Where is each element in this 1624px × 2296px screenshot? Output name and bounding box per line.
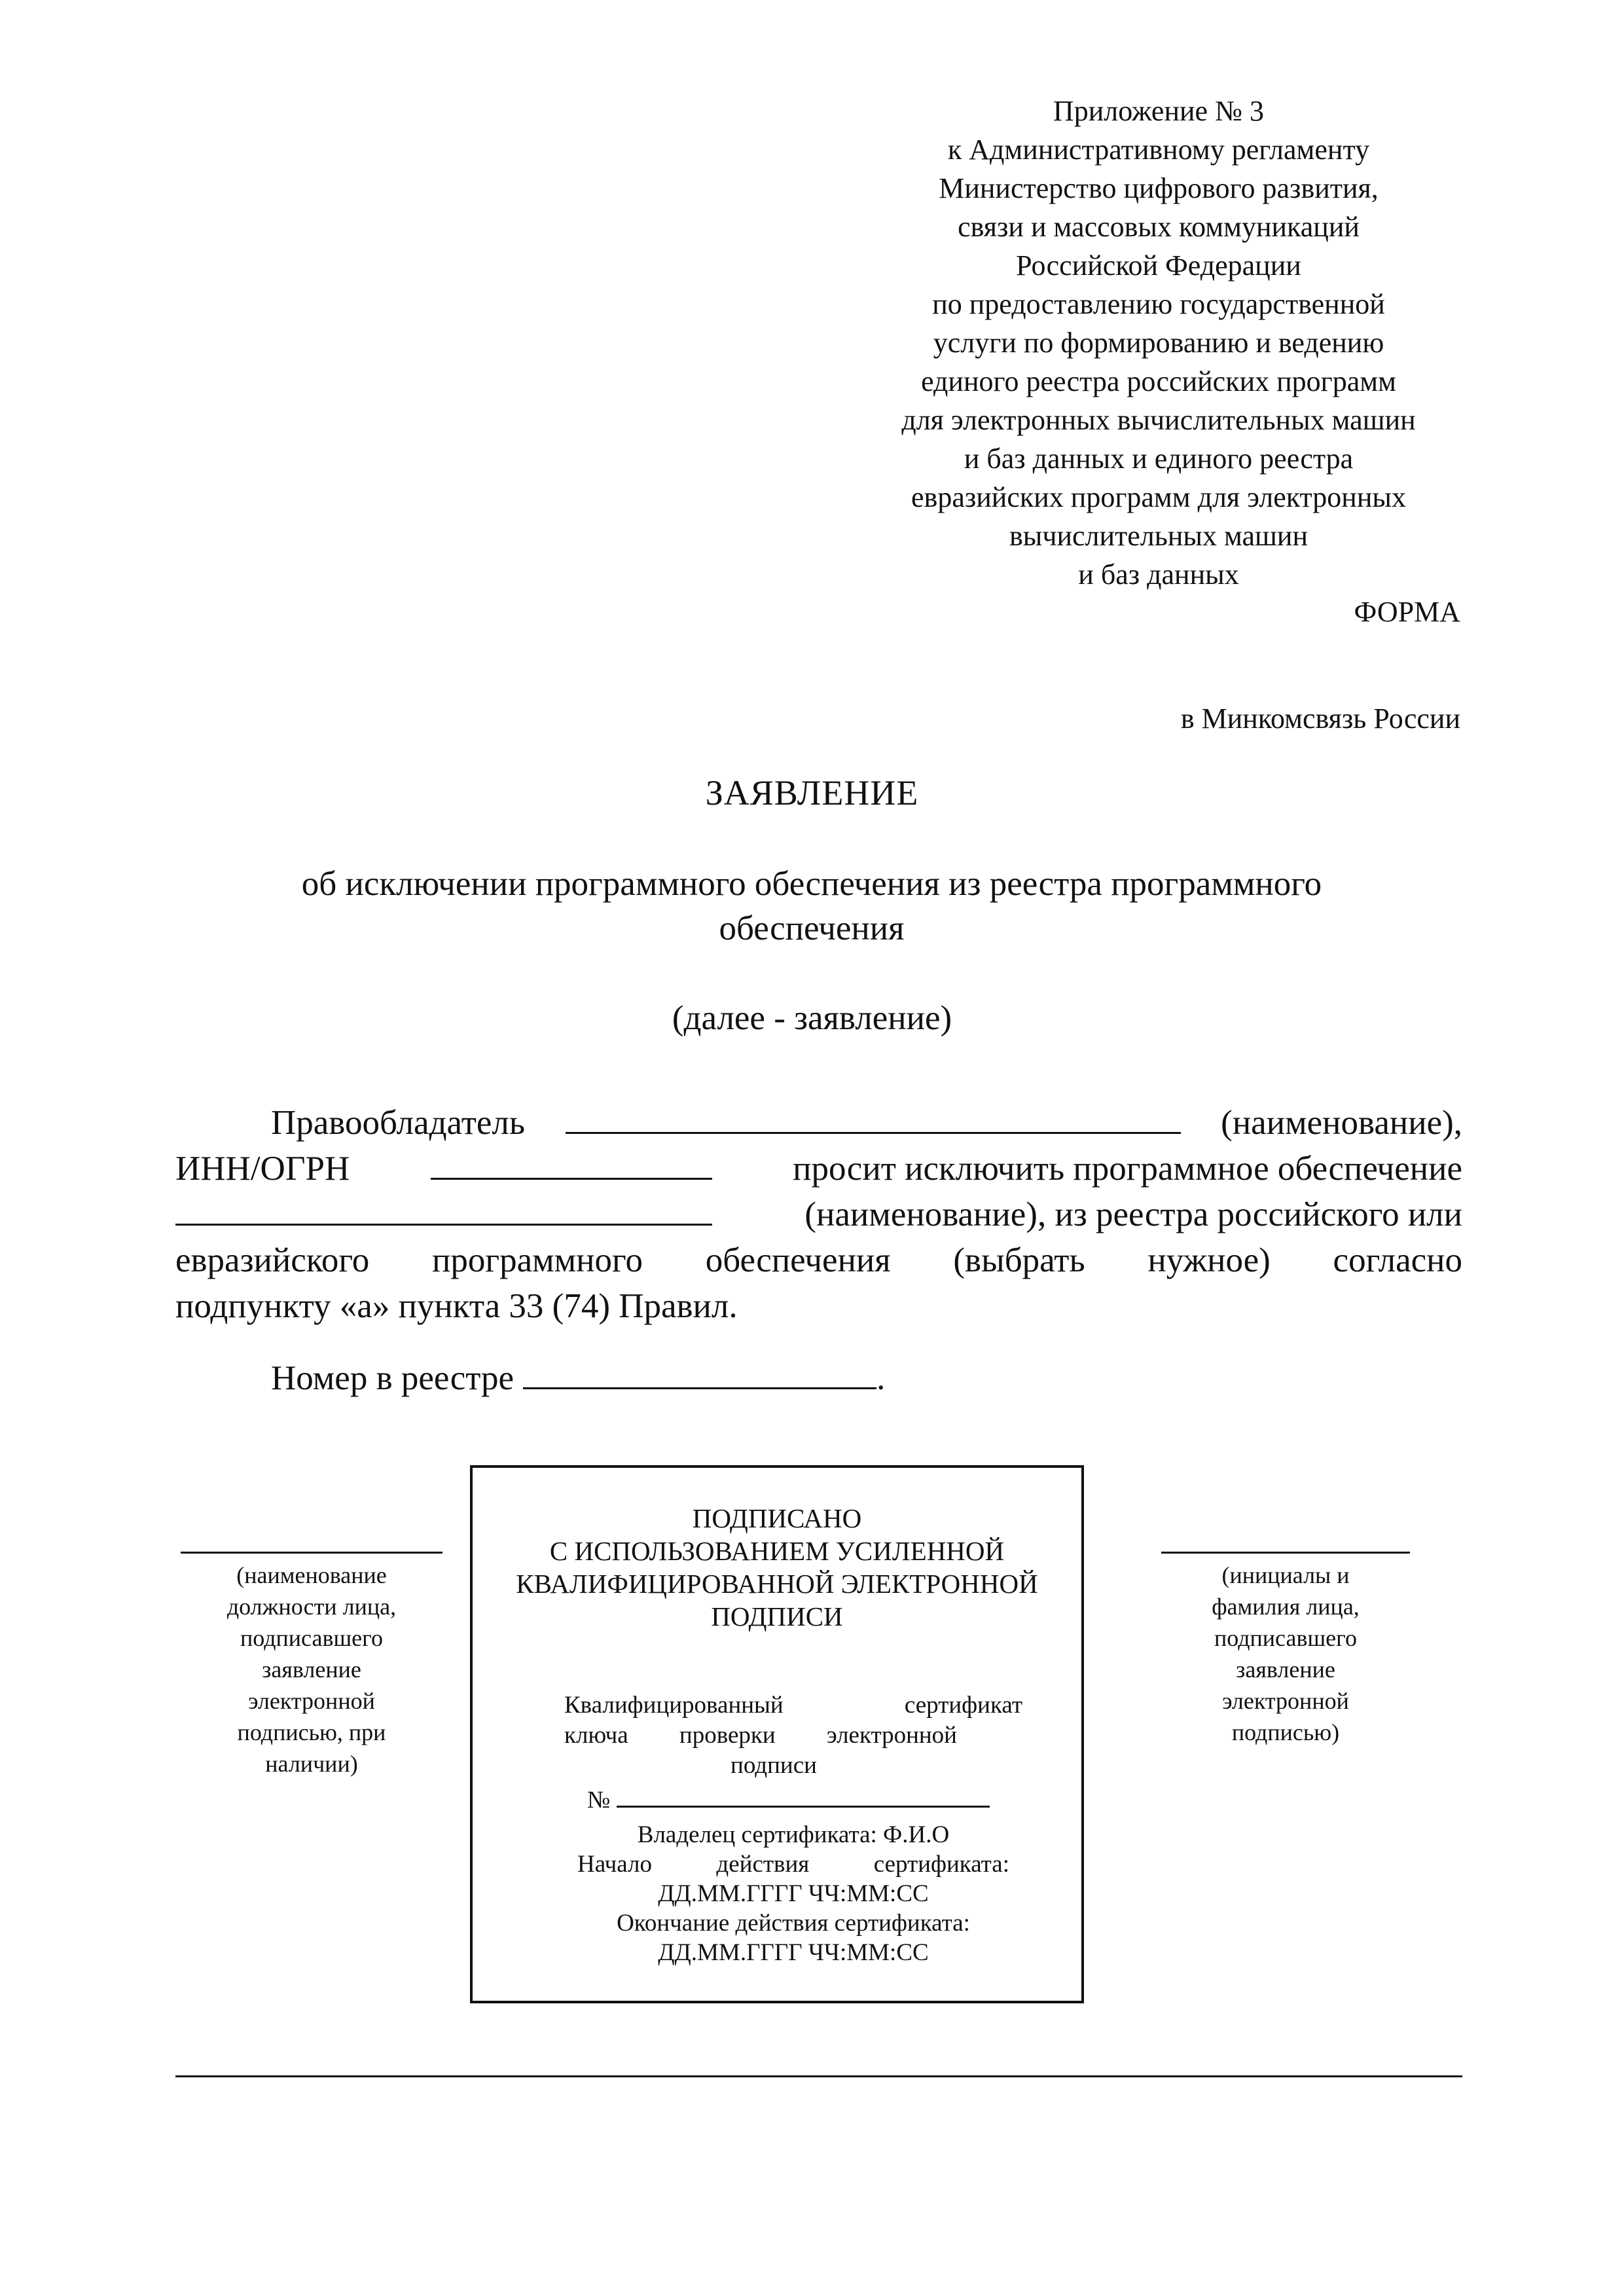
certificate-owner: Владелец сертификата: Ф.И.О	[637, 1821, 950, 1848]
caption-line: должности лица,	[226, 1594, 397, 1620]
caption-line: подписью)	[1231, 1719, 1340, 1745]
subtitle-line: об исключении программного обеспечения из реестра программного	[301, 865, 1322, 903]
caption-line: электронной	[248, 1688, 375, 1714]
software-name-field[interactable]	[175, 1194, 712, 1226]
certificate-number-line	[587, 1783, 990, 1815]
document-subtitle	[223, 862, 1401, 951]
registry-number-line	[271, 1355, 885, 1401]
header-line: евразийских программ для электронных	[911, 481, 1406, 513]
request-text: просит исключить программное обеспечение	[793, 1150, 1462, 1188]
caption-line: заявление	[262, 1656, 361, 1683]
stamp-heading-line: С ИСПОЛЬЗОВАНИЕМ УСИЛЕННОЙ	[549, 1536, 1005, 1566]
header-line: и баз данных	[1078, 558, 1239, 591]
certificate-end-label: Окончание действия сертификата:	[617, 1910, 970, 1937]
body-line-5	[175, 1283, 1462, 1329]
stamp-heading	[473, 1502, 1081, 1633]
caption-line: (инициалы и	[1221, 1562, 1350, 1588]
subtitle-line: обеспечения	[719, 909, 905, 947]
subtitle-note: (далее - заявление)	[672, 999, 952, 1037]
rightholder-label: Правообладатель	[271, 1104, 526, 1142]
body-line-2	[175, 1146, 1462, 1192]
header-line: и баз данных и единого реестра	[964, 443, 1354, 475]
caption-line: подписавшего	[1214, 1625, 1358, 1651]
bottom-divider	[175, 2075, 1462, 2077]
certificate-caption	[564, 1690, 1022, 1781]
stamp-heading-line: ПОДПИСАНО	[692, 1503, 862, 1533]
caption-line: подписавшего	[240, 1625, 384, 1651]
body-word: нужное)	[1147, 1241, 1271, 1279]
inn-ogrn-field[interactable]	[431, 1148, 712, 1180]
registry-end: .	[876, 1359, 886, 1397]
cert-word: действия	[716, 1851, 810, 1878]
application-body	[175, 1100, 1462, 1329]
header-line: для электронных вычислительных машин	[901, 404, 1416, 436]
cert-word: электронной	[826, 1722, 957, 1749]
header-line: Приложение № 3	[1053, 95, 1265, 127]
body-line-1	[175, 1100, 1462, 1146]
header-line: к Административному регламенту	[947, 134, 1370, 166]
rightholder-name-field[interactable]	[566, 1102, 1181, 1134]
number-sign: №	[587, 1787, 611, 1813]
cert-word: Начало	[577, 1851, 652, 1878]
cert-word: ключа	[564, 1722, 628, 1749]
electronic-signature-stamp	[470, 1465, 1084, 2003]
caption-line: подписью, при	[237, 1719, 386, 1745]
registry-number-field[interactable]	[523, 1357, 876, 1389]
body-word: (выбрать	[953, 1241, 1085, 1279]
caption-line: заявление	[1236, 1656, 1335, 1683]
header-line: связи и массовых коммуникаций	[958, 211, 1360, 243]
certificate-start-value: ДД.ММ.ГГГГ ЧЧ:ММ:СС	[658, 1880, 929, 1907]
header-line: единого реестра российских программ	[921, 365, 1396, 397]
stamp-heading-line: КВАЛИФИЦИРОВАННОЙ ЭЛЕКТРОННОЙ	[516, 1569, 1038, 1599]
addressee: в Минкомсвязь России	[1180, 702, 1460, 735]
inn-label: ИНН/ОГРН	[175, 1150, 350, 1188]
position-caption	[181, 1559, 442, 1779]
header-line: Министерство цифрового развития,	[939, 172, 1379, 204]
body-word: программного	[431, 1241, 643, 1279]
cert-row	[564, 1690, 1022, 1721]
header-line: вычислительных машин	[1009, 520, 1308, 552]
caption-line: электронной	[1222, 1688, 1349, 1714]
certificate-number-field[interactable]	[617, 1783, 990, 1808]
body-line-4	[175, 1237, 1462, 1283]
cert-word: сертификата:	[873, 1851, 1009, 1878]
cert-row: подписи	[731, 1752, 817, 1779]
cert-word: проверки	[679, 1722, 776, 1749]
caption-line: фамилия лица,	[1212, 1594, 1360, 1620]
cert-row	[564, 1721, 957, 1751]
certificate-details	[564, 1820, 1022, 1967]
position-signature-line[interactable]	[181, 1552, 442, 1554]
rules-reference: подпункту «а» пункта 33 (74) Правил.	[175, 1287, 738, 1325]
body-word: евразийского	[175, 1241, 370, 1279]
form-label: ФОРМА	[1354, 596, 1460, 628]
header-line: Российской Федерации	[1016, 249, 1301, 282]
body-line-3	[175, 1192, 1462, 1237]
body-word: согласно	[1333, 1241, 1462, 1279]
certificate-start-label	[577, 1850, 1009, 1879]
stamp-heading-line: ПОДПИСИ	[711, 1601, 843, 1631]
registry-label: Номер в реестре	[271, 1359, 514, 1397]
certificate-end-value: ДД.ММ.ГГГГ ЧЧ:ММ:СС	[658, 1939, 929, 1966]
header-line: услуги по формированию и ведению	[933, 327, 1384, 359]
name-caption	[1161, 1559, 1410, 1748]
cert-word: Квалифицированный	[564, 1692, 784, 1719]
name-signature-line[interactable]	[1161, 1552, 1410, 1554]
body-word: обеспечения	[705, 1241, 891, 1279]
caption-line: наличии)	[265, 1751, 358, 1777]
name-hint-wrap	[712, 1192, 1462, 1237]
name-hint: (наименование),	[1221, 1104, 1462, 1142]
document-title: ЗАЯВЛЕНИЕ	[705, 773, 919, 812]
header-line: по предоставлению государственной	[932, 288, 1385, 320]
appendix-header	[851, 92, 1466, 594]
name-hint: (наименование), из реестра российского или	[804, 1195, 1462, 1233]
caption-line: (наименование	[236, 1562, 387, 1588]
cert-word: сертификат	[904, 1692, 1022, 1719]
